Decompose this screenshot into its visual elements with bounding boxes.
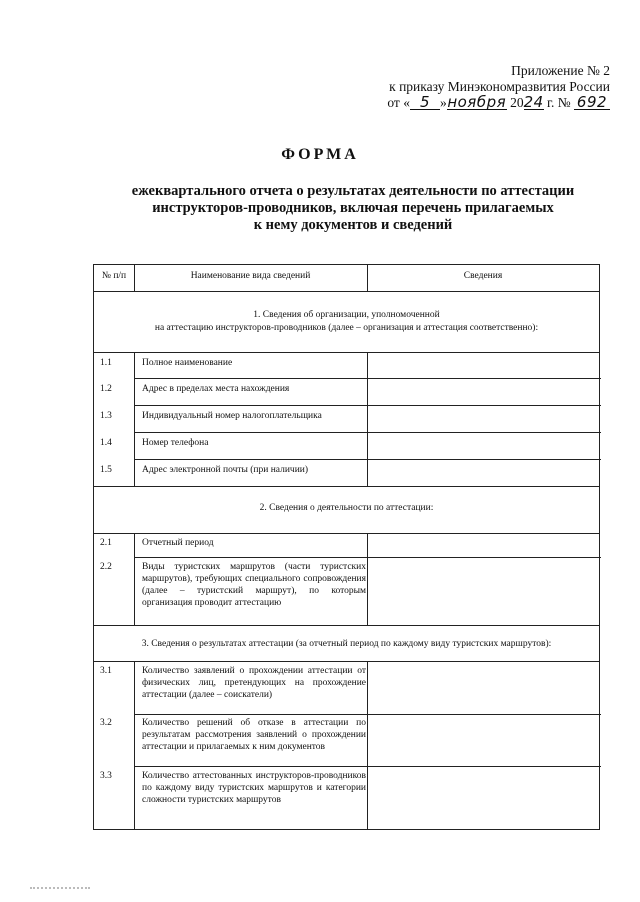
subtitle-line-2: инструкторов-проводников, включая перечень прилагаемых xyxy=(152,200,554,216)
row-divider xyxy=(94,533,599,534)
year-prefix: 20 xyxy=(510,95,524,110)
row-divider xyxy=(134,405,601,406)
col-divider xyxy=(367,533,368,625)
row-divider xyxy=(94,352,599,353)
row-name: Количество решений об отказе в аттестации по результатам рассмотрения заявлений о прохождении аттестации и прилагаемых к ним документов xyxy=(142,718,366,752)
col-divider xyxy=(134,352,135,486)
row-divider xyxy=(94,661,599,662)
handwritten-day: 5 xyxy=(410,95,440,110)
row-name: Количество заявлений о прохождении аттестации от физических лиц, претендующих на прохождение аттестации (далее – соискатели) xyxy=(142,666,366,700)
row-name: Адрес электронной почты (при наличии) xyxy=(142,465,309,475)
handwritten-number: 692 xyxy=(574,95,610,110)
row-name: Количество аттестованных инструкторов-проводников по каждому виду туристских маршрутов и категории сложности туристских маршрутов xyxy=(142,771,366,805)
row-num: 1.1 xyxy=(100,358,112,368)
form-title: ФОРМА xyxy=(281,146,359,163)
row-name: Полное наименование xyxy=(142,358,233,368)
row-divider xyxy=(134,714,601,715)
scan-artifact xyxy=(30,887,90,895)
section-3-heading: 3. Сведения о результатах аттестации (за отчетный период по каждому виду туристских маршрутов): xyxy=(141,639,552,649)
header-name: Наименование вида сведений xyxy=(190,271,311,281)
row-divider xyxy=(134,432,601,433)
col-divider xyxy=(134,533,135,625)
handwritten-month: ноября xyxy=(447,93,507,111)
row-num: 3.3 xyxy=(100,771,112,781)
row-num: 2.2 xyxy=(100,562,112,572)
row-num: 1.4 xyxy=(100,438,112,448)
row-num: 3.2 xyxy=(100,718,112,728)
row-num: 2.1 xyxy=(100,538,112,548)
appendix-order: к приказу Минэкономразвития России xyxy=(389,79,610,94)
subtitle-line-3: к нему документов и сведений xyxy=(253,217,453,233)
row-num: 1.2 xyxy=(100,384,112,394)
col-divider xyxy=(367,352,368,486)
row-divider xyxy=(94,486,599,487)
appendix-date-line xyxy=(350,95,610,111)
header-num: № п/п xyxy=(101,271,127,281)
row-name: Адрес в пределах места нахождения xyxy=(142,384,290,394)
year-end: г. № xyxy=(546,95,571,110)
row-name: Виды туристских маршрутов (части туристских маршрутов), требующих специального сопровождения (далее – туристский маршрут), по которым организация проводит аттестацию xyxy=(142,562,366,608)
row-divider xyxy=(134,766,601,767)
appendix-header xyxy=(350,63,610,111)
row-num: 1.5 xyxy=(100,465,112,475)
report-table xyxy=(93,264,600,830)
row-divider xyxy=(134,378,601,379)
row-name: Отчетный период xyxy=(142,538,214,548)
date-prefix: от « xyxy=(387,95,410,110)
header-value: Сведения xyxy=(463,271,503,281)
row-divider xyxy=(134,557,601,558)
section-1-line-2: на аттестацию инструкторов-проводников (далее – организация и аттестация соответственно): xyxy=(154,323,539,333)
form-subtitle xyxy=(60,183,640,234)
date-mid: » xyxy=(439,95,447,110)
section-2-heading: 2. Сведения о деятельности по аттестации: xyxy=(259,503,434,513)
row-divider xyxy=(94,291,599,292)
section-1-heading xyxy=(94,309,599,335)
section-1-line-1: 1. Сведения об организации, уполномоченной xyxy=(253,310,440,320)
handwritten-year: 24 xyxy=(523,93,544,111)
row-divider xyxy=(134,459,601,460)
row-name: Номер телефона xyxy=(142,438,209,448)
row-name: Индивидуальный номер налогоплательщика xyxy=(142,411,322,421)
appendix-title: Приложение № 2 xyxy=(511,63,610,78)
row-num: 1.3 xyxy=(100,411,112,421)
col-divider xyxy=(367,661,368,830)
col-divider xyxy=(134,661,135,830)
row-num: 3.1 xyxy=(100,666,112,676)
row-divider xyxy=(94,625,599,626)
subtitle-line-1: ежеквартального отчета о результатах деятельности по аттестации xyxy=(131,183,575,199)
